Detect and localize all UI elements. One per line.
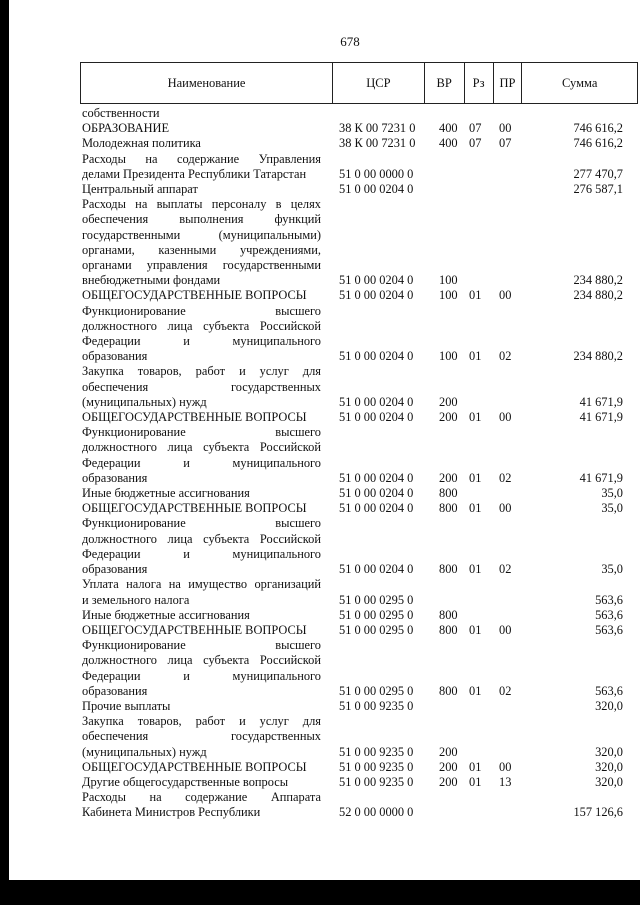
table-body	[82, 106, 638, 821]
row-name-cell	[82, 304, 321, 365]
row-pr: 00	[499, 501, 512, 516]
row-name-line: ОБЩЕГОСУДАРСТВЕННЫЕ ВОПРОСЫ	[82, 622, 307, 637]
table-row	[82, 425, 638, 486]
row-name-cell	[82, 699, 321, 714]
row-sum: 35,0	[601, 501, 623, 516]
row-pr: 02	[499, 349, 512, 364]
row-name-line: Прочие выплаты	[82, 698, 171, 713]
row-vr: 800	[439, 501, 458, 516]
row-vr: 800	[439, 622, 458, 637]
row-vr: 800	[439, 486, 458, 501]
row-csr: 51 0 00 0204 0	[339, 273, 414, 288]
table-row	[82, 790, 638, 820]
row-vr: 800	[439, 607, 458, 622]
row-name-line: образования	[82, 683, 148, 698]
table-row	[82, 638, 638, 699]
row-name-line: государственными (муниципальными)	[82, 227, 321, 242]
row-sum: 234 880,2	[573, 273, 623, 288]
table-row	[82, 288, 638, 303]
row-name-line: (муниципальных) нужд	[82, 744, 207, 759]
table-row	[82, 699, 638, 714]
row-name-line: образования	[82, 562, 148, 577]
row-vr: 400	[439, 121, 458, 136]
table-row	[82, 501, 638, 516]
row-sum: 320,0	[595, 744, 623, 759]
row-name-cell	[82, 608, 321, 623]
row-name-cell	[82, 425, 321, 486]
table-row	[82, 152, 638, 182]
row-sum: 320,0	[595, 759, 623, 774]
table-row	[82, 197, 638, 288]
row-sum: 157 126,6	[573, 805, 623, 820]
row-csr: 51 0 00 9235 0	[339, 698, 414, 713]
table-header	[80, 62, 638, 104]
row-csr: 51 0 00 0295 0	[339, 622, 414, 637]
row-name-line: Расходы на содержание Управления	[82, 151, 321, 166]
row-csr: 51 0 00 0204 0	[339, 394, 414, 409]
row-name-line: органами управления государственными	[82, 258, 321, 273]
row-sum: 276 587,1	[573, 182, 623, 197]
row-vr: 800	[439, 683, 458, 698]
row-name-line: должностного лица субъекта Российской	[82, 531, 321, 546]
row-rz: 01	[469, 501, 482, 516]
row-name-line: делами Президента Республики Татарстан	[82, 166, 307, 181]
row-csr: 51 0 00 0204 0	[339, 562, 414, 577]
row-pr: 00	[499, 288, 512, 303]
row-name-line: Расходы на содержание Аппарата	[82, 790, 321, 805]
row-rz: 01	[469, 622, 482, 637]
table-row	[82, 760, 638, 775]
row-name-line: Закупка товаров, работ и услуг для	[82, 714, 321, 729]
row-sum: 746 616,2	[573, 121, 623, 136]
row-pr: 00	[499, 121, 512, 136]
row-name-line: ОБЩЕГОСУДАРСТВЕННЫЕ ВОПРОСЫ	[82, 759, 307, 774]
row-rz: 01	[469, 410, 482, 425]
row-name-line: образования	[82, 470, 148, 485]
row-csr: 51 0 00 0000 0	[339, 166, 414, 181]
row-name-cell	[82, 501, 321, 516]
row-name-cell	[82, 152, 321, 182]
row-csr: 51 0 00 0295 0	[339, 607, 414, 622]
table-row	[82, 608, 638, 623]
row-vr: 100	[439, 273, 458, 288]
row-name-line: Иные бюджетные ассигнования	[82, 486, 250, 501]
row-rz: 01	[469, 683, 482, 698]
row-name-line: Федерации и муниципального	[82, 334, 321, 349]
header-pr: ПР	[494, 63, 523, 103]
row-name-cell	[82, 577, 321, 607]
row-rz: 07	[469, 121, 482, 136]
row-pr: 00	[499, 759, 512, 774]
row-pr: 07	[499, 136, 512, 151]
row-csr: 52 0 00 0000 0	[339, 805, 414, 820]
row-name-line: обеспечения государственных	[82, 729, 321, 744]
row-name-cell	[82, 760, 321, 775]
row-name-cell	[82, 364, 321, 410]
row-name-line: Федерации и муниципального	[82, 546, 321, 561]
row-sum: 35,0	[601, 486, 623, 501]
row-sum: 234 880,2	[573, 349, 623, 364]
row-rz: 01	[469, 288, 482, 303]
row-vr: 800	[439, 562, 458, 577]
row-vr: 200	[439, 470, 458, 485]
row-vr: 200	[439, 759, 458, 774]
row-vr: 200	[439, 774, 458, 789]
page-number: 678	[340, 34, 360, 49]
row-csr: 51 0 00 0204 0	[339, 410, 414, 425]
table-row	[82, 577, 638, 607]
table-row	[82, 516, 638, 577]
row-vr: 400	[439, 136, 458, 151]
row-name-line: и земельного налога	[82, 592, 190, 607]
row-sum: 563,6	[595, 607, 623, 622]
row-name-line: должностного лица субъекта Российской	[82, 318, 321, 333]
row-csr: 51 0 00 0204 0	[339, 349, 414, 364]
row-pr: 13	[499, 774, 512, 789]
row-rz: 01	[469, 562, 482, 577]
row-name-line: Кабинета Министров Республики	[82, 805, 261, 820]
row-sum: 320,0	[595, 698, 623, 713]
row-name-line: Функционирование высшего	[82, 425, 321, 440]
row-name-line: Центральный аппарат	[82, 182, 198, 197]
row-name-line: Федерации и муниципального	[82, 668, 321, 683]
row-pr: 00	[499, 410, 512, 425]
row-name-line: внебюджетными фондами	[82, 273, 221, 288]
header-csr: ЦСР	[333, 63, 425, 103]
row-name-line: должностного лица субъекта Российской	[82, 653, 321, 668]
row-name-line: Функционирование высшего	[82, 303, 321, 318]
row-csr: 51 0 00 0204 0	[339, 501, 414, 516]
row-sum: 277 470,7	[573, 166, 623, 181]
row-name-line: ОБРАЗОВАНИЕ	[82, 121, 170, 136]
row-rz: 01	[469, 774, 482, 789]
table-row	[82, 623, 638, 638]
row-name-line: ОБЩЕГОСУДАРСТВЕННЫЕ ВОПРОСЫ	[82, 410, 307, 425]
row-sum: 563,6	[595, 622, 623, 637]
row-csr: 38 К 00 7231 0	[339, 136, 416, 151]
row-name-cell	[82, 623, 321, 638]
table-row	[82, 410, 638, 425]
row-pr: 02	[499, 470, 512, 485]
row-sum: 35,0	[601, 562, 623, 577]
row-name-line: Федерации и муниципального	[82, 455, 321, 470]
row-vr: 200	[439, 410, 458, 425]
row-rz: 01	[469, 470, 482, 485]
row-name-line: образования	[82, 349, 148, 364]
row-name-cell	[82, 106, 321, 121]
table-row	[82, 304, 638, 365]
table-row	[82, 486, 638, 501]
row-csr: 51 0 00 0204 0	[339, 470, 414, 485]
scan-edge-left	[0, 0, 9, 905]
row-pr: 02	[499, 683, 512, 698]
header-vr: ВР	[425, 63, 465, 103]
scan-edge-bottom	[0, 880, 640, 905]
row-csr: 51 0 00 9235 0	[339, 759, 414, 774]
table-row	[82, 136, 638, 151]
row-name-line: Уплата налога на имущество организаций	[82, 577, 321, 592]
row-name-line: Функционирование высшего	[82, 638, 321, 653]
row-csr: 51 0 00 0204 0	[339, 182, 414, 197]
row-sum: 746 616,2	[573, 136, 623, 151]
row-sum: 41 671,9	[579, 470, 623, 485]
row-name-line: Другие общегосударственные вопросы	[82, 774, 289, 789]
row-pr: 00	[499, 622, 512, 637]
row-csr: 51 0 00 0295 0	[339, 592, 414, 607]
row-vr: 200	[439, 744, 458, 759]
row-name-line: должностного лица субъекта Российской	[82, 440, 321, 455]
row-name-line: обеспечения государственных	[82, 379, 321, 394]
row-name-cell	[82, 516, 321, 577]
row-sum: 563,6	[595, 683, 623, 698]
row-name-cell	[82, 410, 321, 425]
table-row	[82, 121, 638, 136]
row-rz: 01	[469, 349, 482, 364]
row-vr: 100	[439, 349, 458, 364]
row-vr: 200	[439, 394, 458, 409]
row-sum: 41 671,9	[579, 394, 623, 409]
row-name-line: органами, казенными учреждениями,	[82, 242, 321, 257]
row-name-line: Расходы на выплаты персоналу в целях	[82, 197, 321, 212]
row-sum: 320,0	[595, 774, 623, 789]
row-name-cell	[82, 182, 321, 197]
row-name-line: собственности	[82, 106, 160, 120]
row-csr: 51 0 00 9235 0	[339, 774, 414, 789]
header-rz: Рз	[465, 63, 494, 103]
row-sum: 234 880,2	[573, 288, 623, 303]
row-name-line: Закупка товаров, работ и услуг для	[82, 364, 321, 379]
row-csr: 38 К 00 7231 0	[339, 121, 416, 136]
row-name-line: Молодежная политика	[82, 136, 201, 151]
table-row	[82, 775, 638, 790]
row-pr: 02	[499, 562, 512, 577]
row-name-line: обеспечения выполнения функций	[82, 212, 321, 227]
row-csr: 51 0 00 9235 0	[339, 744, 414, 759]
table-row	[82, 106, 638, 121]
row-name-cell	[82, 486, 321, 501]
row-csr: 51 0 00 0295 0	[339, 683, 414, 698]
row-sum: 41 671,9	[579, 410, 623, 425]
row-vr: 100	[439, 288, 458, 303]
row-name-cell	[82, 197, 321, 288]
row-rz: 01	[469, 759, 482, 774]
header-sum: Сумма	[562, 75, 598, 90]
header-name: Наименование	[81, 63, 333, 103]
row-name-line: (муниципальных) нужд	[82, 394, 207, 409]
row-sum: 563,6	[595, 592, 623, 607]
row-csr: 51 0 00 0204 0	[339, 288, 414, 303]
row-rz: 07	[469, 136, 482, 151]
row-name-cell	[82, 790, 321, 820]
row-name-cell	[82, 638, 321, 699]
row-name-cell	[82, 121, 321, 136]
row-csr: 51 0 00 0204 0	[339, 486, 414, 501]
row-name-cell	[82, 775, 321, 790]
row-name-cell	[82, 714, 321, 760]
table-row	[82, 364, 638, 410]
row-name-line: ОБЩЕГОСУДАРСТВЕННЫЕ ВОПРОСЫ	[82, 501, 307, 516]
row-name-line: ОБЩЕГОСУДАРСТВЕННЫЕ ВОПРОСЫ	[82, 288, 307, 303]
row-name-cell	[82, 136, 321, 151]
row-name-line: Иные бюджетные ассигнования	[82, 607, 250, 622]
row-name-line: Функционирование высшего	[82, 516, 321, 531]
row-name-cell	[82, 288, 321, 303]
table-row	[82, 182, 638, 197]
table-row	[82, 714, 638, 760]
